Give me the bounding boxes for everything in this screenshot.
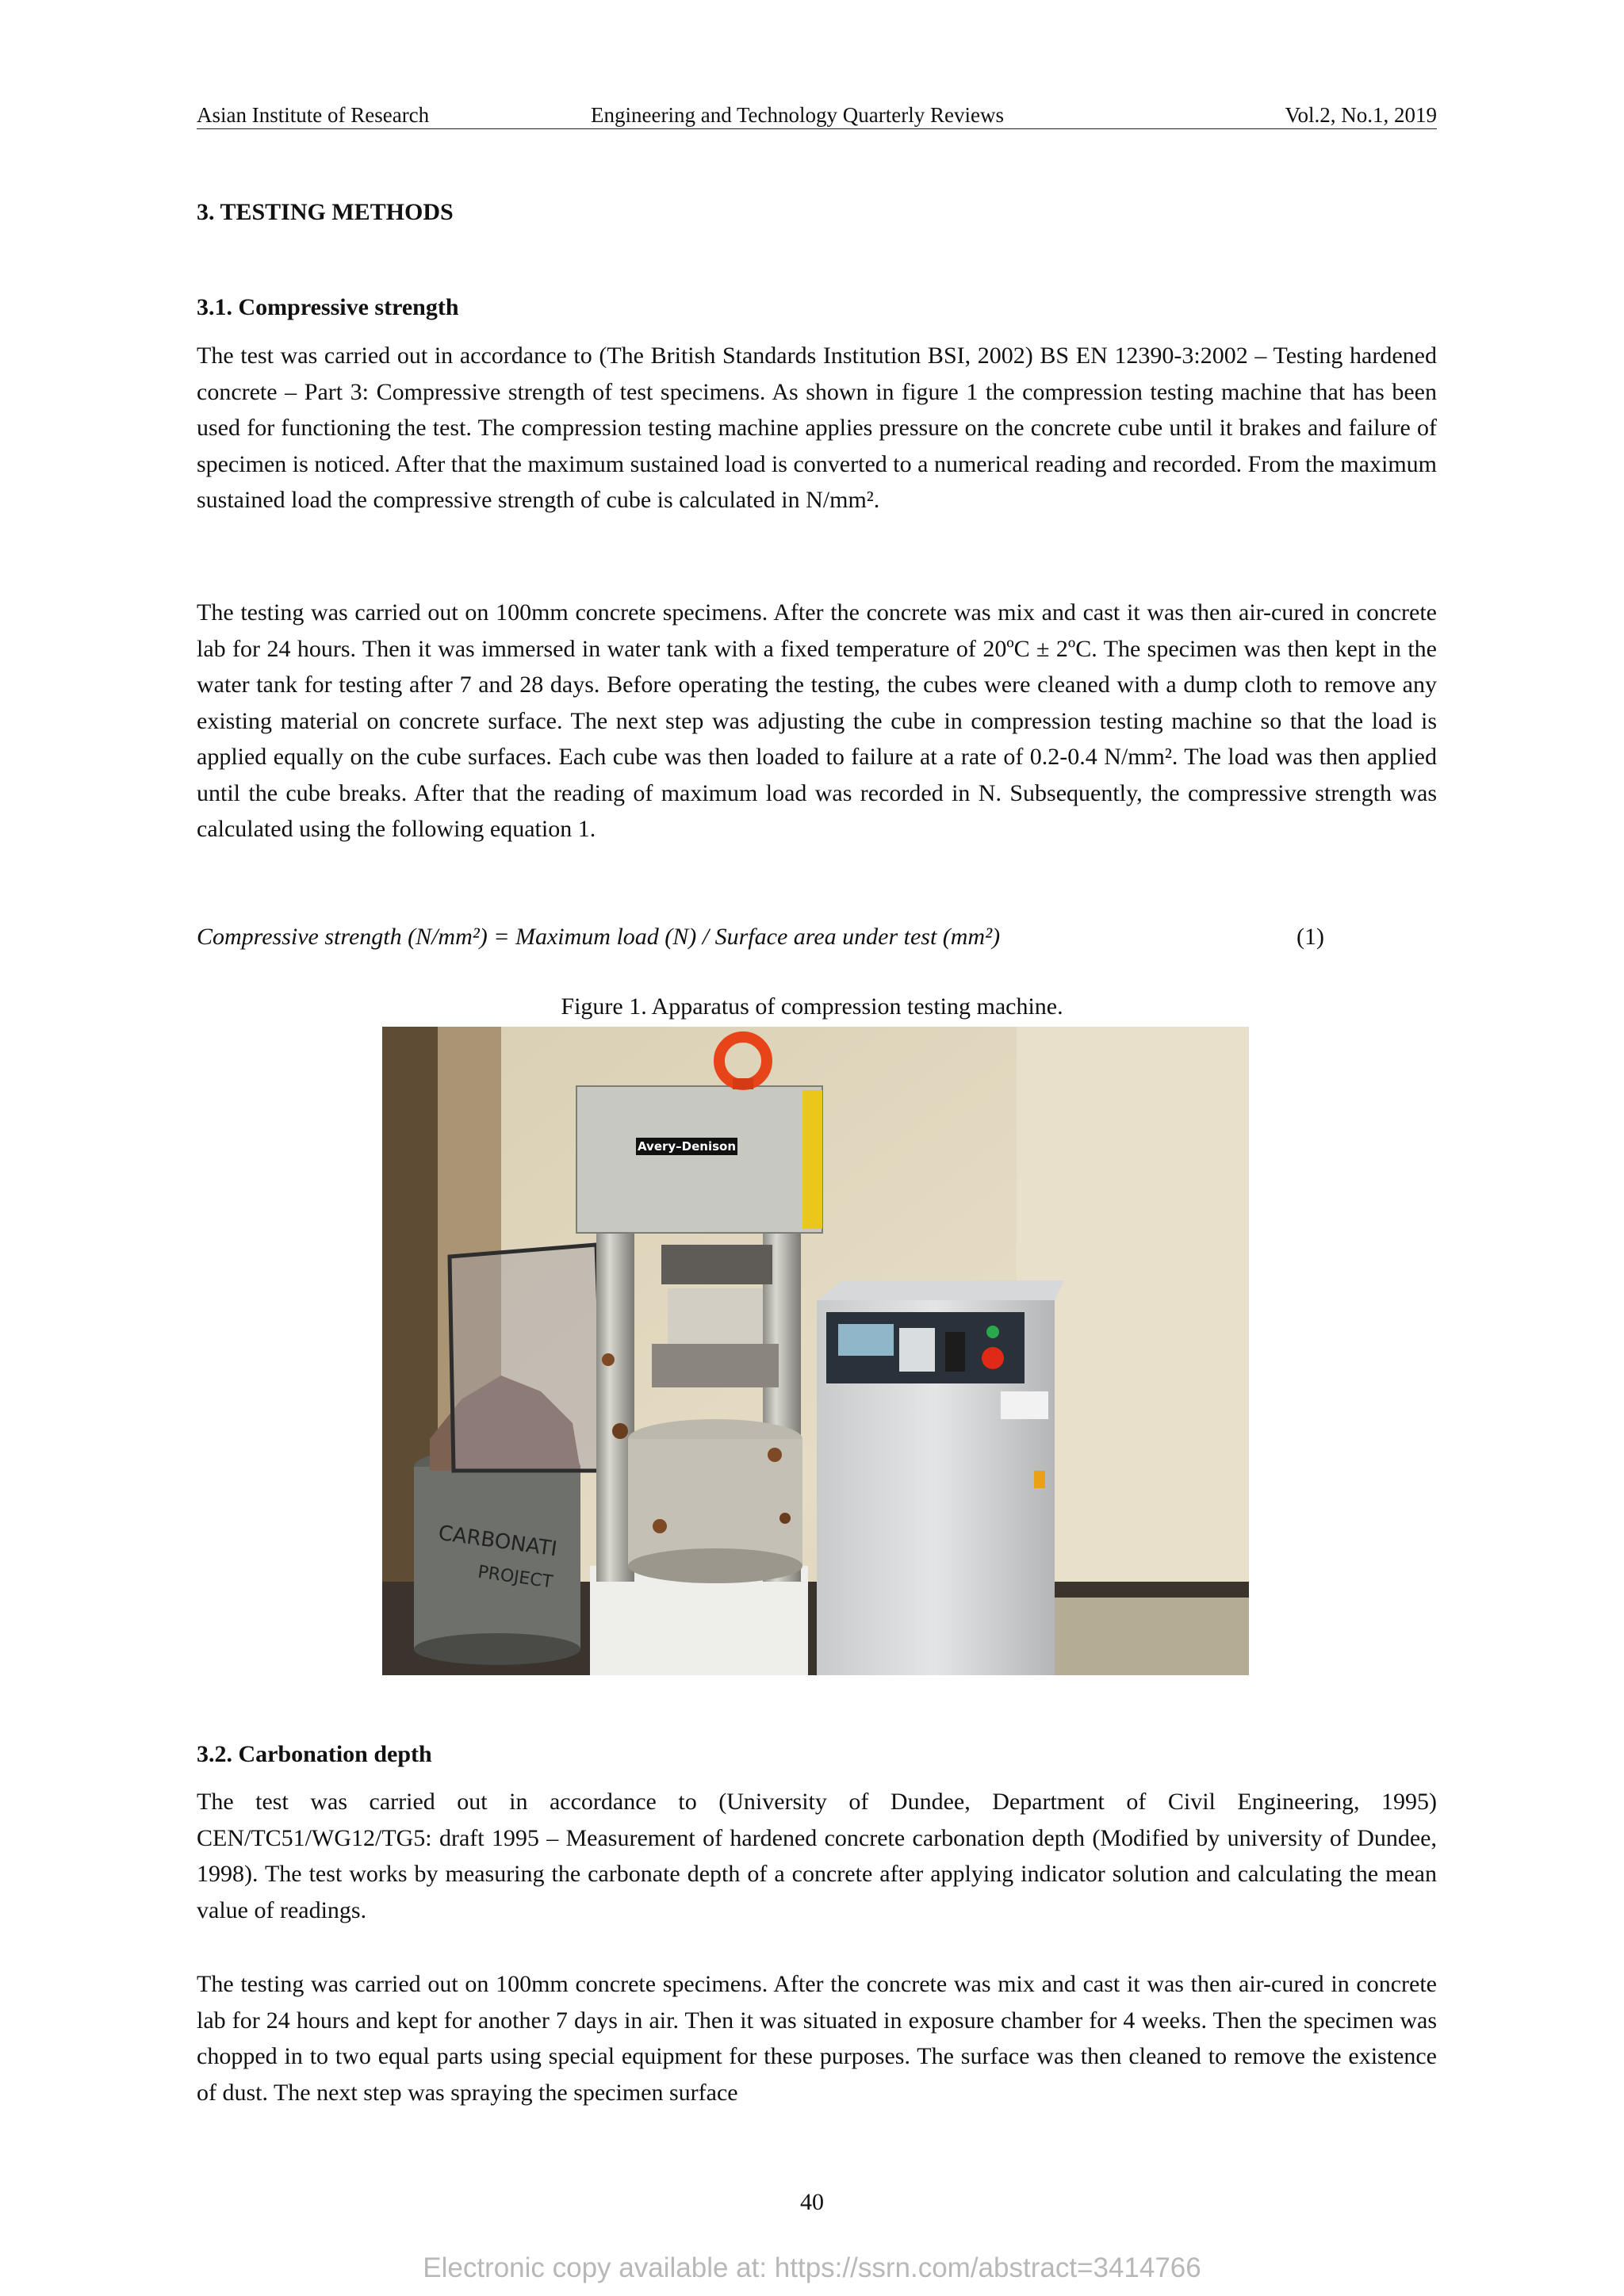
page-number: 40 [800,2189,824,2215]
subsection-heading-compressive: 3.1. Compressive strength [197,294,459,320]
equation-text: Compressive strength (N/mm²) = Maximum load (N) / Surface area under test (mm²) [197,924,1001,950]
equation [197,921,1324,953]
ssrn-footer-link[interactable]: Electronic copy available at: https://ssrn.com/abstract=3414766 [423,2252,1201,2283]
equation-number: (1) [1297,924,1324,950]
subsection-heading-carbonation: 3.2. Carbonation depth [197,1741,432,1767]
paragraph-carbonation-2: The testing was carried out on 100mm concrete specimens. After the concrete was mix and cast it was then air-cured in concrete lab for 24 hours and kept for another 7 days in air. Then it was situated in exposure chamber for 4 weeks. Then the specimen was chopped in to two equal parts using special equipment for these purposes. The surface was then cleaned to remove the existence of dust. The next step was spraying the specimen surface [197,1971,1437,2106]
paragraph-compressive-2: The testing was carried out on 100mm concrete specimens. After the concrete was mix and cast it was then air-cured in concrete lab for 24 hours. Then it was immersed in water tank with a fixed temperature of 20ºC ± 2ºC. The specimen was then kept in the water tank for testing after 7 and 28 days. Before operating the testing, the cubes were cleaned with a dump cloth to remove any existing material on concrete surface. The next step was adjusting the cube in compression testing machine so that the load is applied equally on the cube surfaces. Each cube was then loaded to failure at a rate of 0.2-0.4 N/mm². The load was then applied until the cube breaks. After that the reading of maximum load was recorded in N. Subsequently, the compressive strength was calculated using the following equation 1. [197,599,1437,842]
bin-text-1: CARBONATI [436,1521,559,1562]
machine-label: Avery–Denison [637,1139,737,1154]
header-volume: Vol.2, No.1, 2019 [1285,103,1437,127]
bin-text-2: PROJECT [476,1562,554,1593]
section-title: 3. TESTING METHODS [197,199,454,225]
paragraph-compressive-1: The test was carried out in accordance to (The British Standards Institution BSI, 2002) BS EN 12390-3:2002 – Testing hardened concrete – Part 3: Compressive strength of test specimens. As shown in figure 1 the compression testing machine that has been used for functioning the test. The compression testing machine applies pressure on the concrete cube until it brakes and failure of specimen is noticed. After that the maximum sustained load is converted to a numerical reading and recorded. From the maximum sustained load the compressive strength of cube is calculated in N/mm². [197,342,1437,513]
header-institute: Asian Institute of Research [197,103,430,127]
figure-caption: Figure 1. Apparatus of compression testing machine. [561,993,1063,1020]
header-journal: Engineering and Technology Quarterly Reviews [591,103,1004,127]
paragraph-carbonation-1: The test was carried out in accordance to (University of Dundee, Department of Civil Engineering, 1995) CEN/TC51/WG12/TG5: draft 1995 – Measurement of hardened concrete carbonation depth (Modified by university of Dundee, 1998). The test works by measuring the carbonate depth of a concrete after applying indicator solution and calculating the mean value of readings. [197,1789,1437,1923]
running-header [197,101,1437,129]
figure-photo [382,1027,1249,1675]
